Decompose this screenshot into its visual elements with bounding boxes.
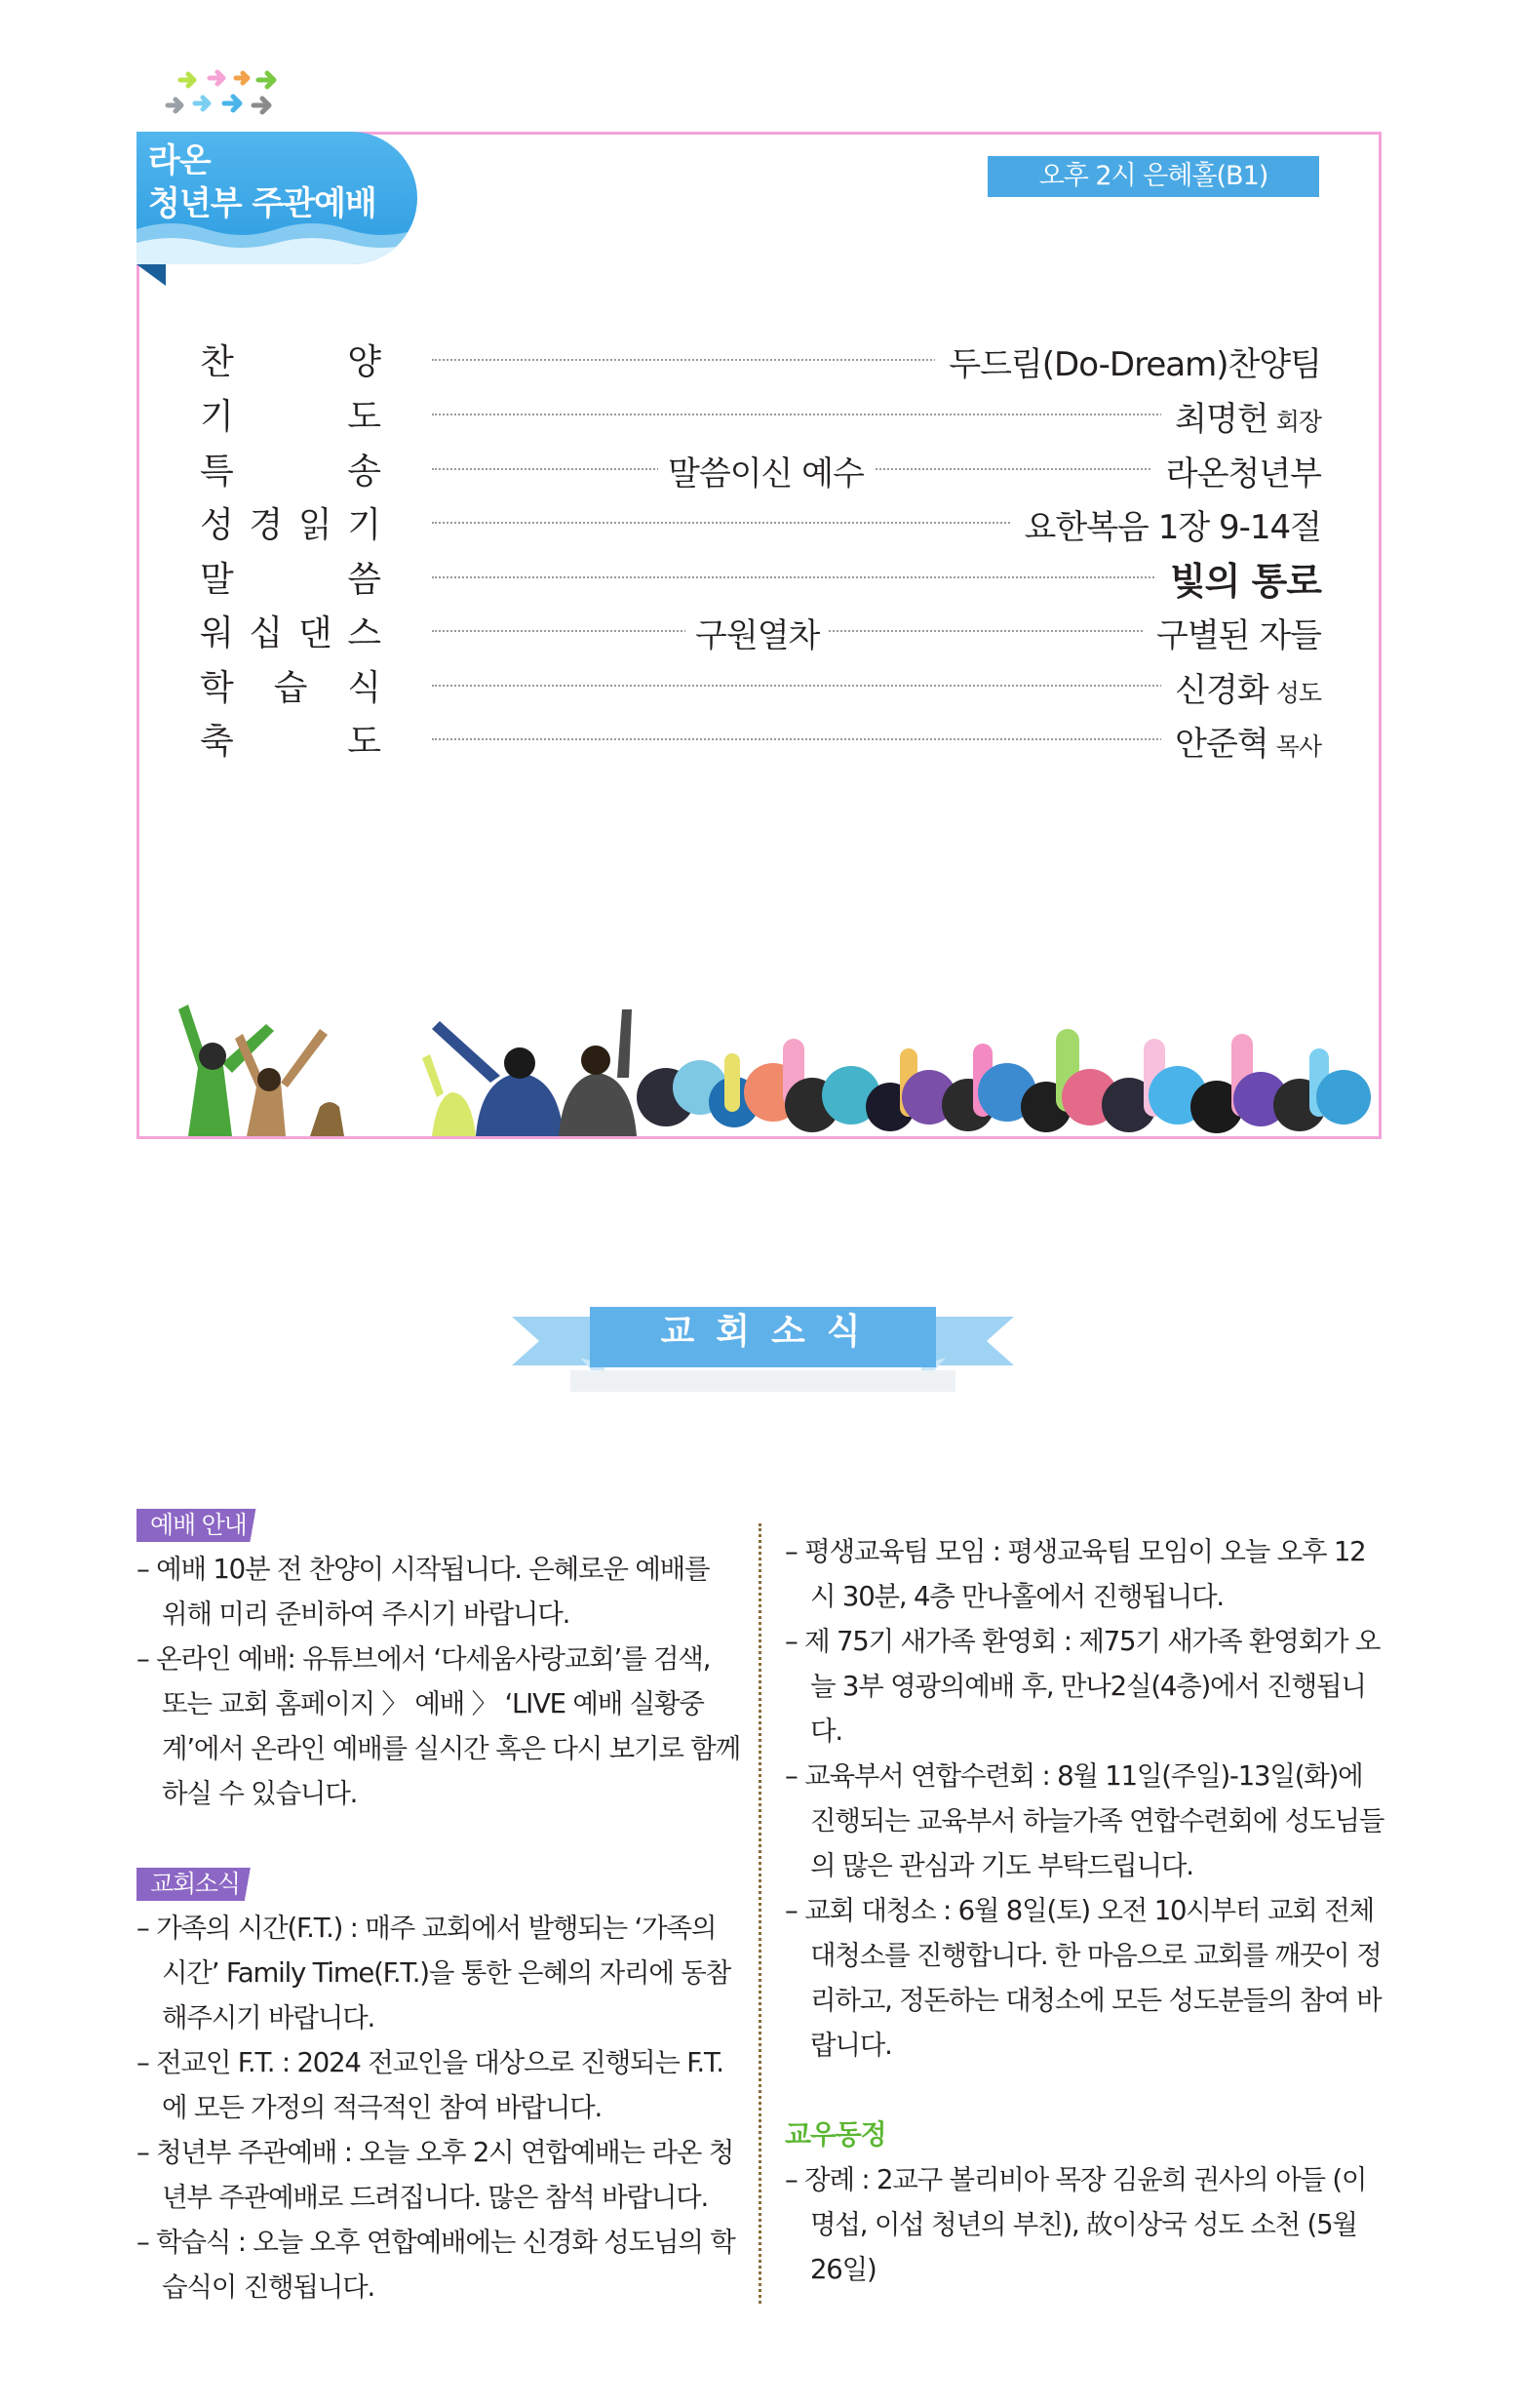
- order-label-char: 씀: [347, 559, 381, 600]
- order-label-char: 도: [347, 396, 381, 437]
- order-row: [200, 657, 1321, 712]
- news-item: – 학습식 : 오늘 오후 연합예배에는 신경화 성도님의 학습식이 진행됩니다.: [136, 2227, 735, 2303]
- order-label-char: 습: [273, 667, 308, 708]
- order-leader: [1011, 500, 1321, 548]
- arrows-decoration-icon: [156, 66, 302, 127]
- order-label-char: 기: [200, 396, 234, 437]
- order-label: [200, 332, 381, 386]
- news-item: – 예배 10분 전 찬양이 시작됩니다. 은혜로운 예배를 위해 미리 준비하여 주시기 바랍니다.: [136, 1554, 710, 1630]
- order-label-char: 십: [249, 612, 284, 653]
- order-leader-name: 두드림(Do-Dream)찬양팀: [949, 345, 1321, 384]
- order-label-char: 성: [200, 504, 234, 545]
- order-label-char: 댄: [297, 612, 332, 653]
- order-label: [200, 657, 381, 712]
- order-row: [200, 603, 1321, 657]
- crowd-illustration-icon: [139, 990, 1379, 1136]
- church-news-list: [136, 1906, 741, 2309]
- order-leader-title: 성도: [1275, 679, 1321, 707]
- order-label-char: 도: [347, 721, 381, 762]
- order-row: [200, 549, 1321, 604]
- news-item: – 평생교육팀 모임 : 평생교육팀 모임이 오늘 오후 12시 30분, 4층 만나홀에서 진행됩니다.: [785, 1536, 1366, 1612]
- order-leader-name: 라온청년부: [1165, 454, 1321, 493]
- service-title-tab: [136, 132, 417, 264]
- order-row: [200, 711, 1321, 766]
- worship-guide-tag: 예배 안내: [136, 1509, 280, 1542]
- order-title: 구원열차: [685, 609, 829, 656]
- order-leader-name: 요한복음 1장 9-14절: [1024, 508, 1321, 547]
- order-label: [200, 549, 381, 604]
- order-title: 말씀이신 예수: [658, 447, 874, 494]
- order-leader: [1156, 551, 1321, 605]
- order-label-char: 양: [347, 341, 381, 382]
- order-label-char: 찬: [200, 341, 234, 382]
- order-label-char: 축: [200, 721, 234, 762]
- order-label-char: 읽: [297, 504, 332, 545]
- order-label-char: 송: [347, 451, 381, 492]
- tab-fold-decoration: [136, 264, 166, 286]
- order-row: [200, 494, 1321, 549]
- order-leader-name: 빛의 통로: [1169, 560, 1321, 603]
- order-leader-name: 신경화: [1175, 671, 1268, 710]
- order-label-char: 스: [347, 612, 381, 653]
- order-label-char: 말: [200, 559, 234, 600]
- news-item: – 전교인 F.T. : 2024 전교인을 대상으로 진행되는 F.T.에 모든 가정의 적극적인 참여 바랍니다.: [136, 2047, 723, 2123]
- order-row: [200, 332, 1321, 386]
- news-item: – 온라인 예배: 유튜브에서 ‘다세움사랑교회’를 검색, 또는 교회 홈페이지 〉 예배 〉 ‘LIVE 예배 실황중계’에서 온라인 예배를 실시간 혹은 다시 보기로 함께 하실 수 있습니다.: [136, 1643, 740, 1809]
- fellowship-title: 교우동정: [785, 2118, 886, 2151]
- news-item: – 청년부 주관예배 : 오늘 오후 2시 연합예배는 라온 청년부 주관예배로 드려집니다. 많은 참석 바랍니다.: [136, 2137, 734, 2213]
- order-label-char: 특: [200, 451, 234, 492]
- service-title-line1: 라온: [148, 141, 211, 180]
- order-label: [200, 603, 381, 657]
- order-leader: [1161, 392, 1321, 440]
- order-leader: [1161, 717, 1321, 765]
- order-leader: [935, 337, 1321, 385]
- order-label-char: 학: [200, 667, 234, 708]
- order-leader-name: 구별된 자들: [1155, 616, 1321, 655]
- order-label-char: 경: [249, 504, 284, 545]
- service-title-line2: 청년부 주관예배: [148, 184, 376, 223]
- worship-guide-list: [136, 1547, 741, 1816]
- news-left-column: [136, 1502, 741, 2309]
- order-label: [200, 494, 381, 549]
- order-leader: [1143, 609, 1321, 656]
- news-banner-title: 교회소식: [660, 1312, 882, 1352]
- order-leader-title: 목사: [1275, 732, 1321, 761]
- order-label-char: 식: [347, 667, 381, 708]
- news-item: – 교육부서 연합수련회 : 8월 11일(주일)-13일(화)에 진행되는 교육부서 하늘가족 연합수련회에 성도님들의 많은 관심과 기도 부탁드립니다.: [785, 1760, 1384, 1881]
- order-row: [200, 386, 1321, 441]
- news-right-column: [785, 1529, 1389, 2292]
- right-news-list: [785, 1529, 1389, 2068]
- news-item: – 가족의 시간(F.T.) : 매주 교회에서 발행되는 ‘가족의 시간’ Family Time(F.T.)을 통한 은혜의 자리에 동참해주시기 바랍니다.: [136, 1913, 730, 2033]
- order-label: [200, 441, 381, 495]
- time-place-badge: 오후 2시 은혜홀(B1): [988, 156, 1319, 197]
- order-label: [200, 711, 381, 766]
- news-item: – 제 75기 새가족 환영회 : 제75기 새가족 환영회가 오늘 3부 영광의예배 후, 만나2실(4층)에서 진행됩니다.: [785, 1626, 1381, 1747]
- order-leader-name: 안준혁: [1175, 725, 1268, 764]
- order-leader-title: 회장: [1275, 408, 1321, 436]
- news-item: – 교회 대청소 : 6월 8일(토) 오전 10시부터 교회 전체 대청소를 진행합니다. 한 마음으로 교회를 깨끗이 정리하고, 정돈하는 대청소에 모든 성도분들의 참여 바랍니다.: [785, 1895, 1382, 2061]
- order-leader: [1161, 663, 1321, 711]
- fellowship-list: [785, 2157, 1389, 2292]
- column-divider: [759, 1523, 761, 2304]
- order-label: [200, 386, 381, 441]
- order-leader: [1152, 447, 1321, 494]
- order-leader-name: 최명헌: [1175, 400, 1268, 439]
- church-news-tag: 교회소식: [136, 1868, 273, 1901]
- order-label-char: 기: [347, 504, 381, 545]
- order-row: [200, 441, 1321, 495]
- news-item: – 장례 : 2교구 볼리비아 목장 김윤희 권사의 아들 (이명섭, 이섭 청년의 부친), 故이상국 성도 소천 (5월 26일): [785, 2164, 1367, 2285]
- order-label-char: 워: [200, 612, 234, 653]
